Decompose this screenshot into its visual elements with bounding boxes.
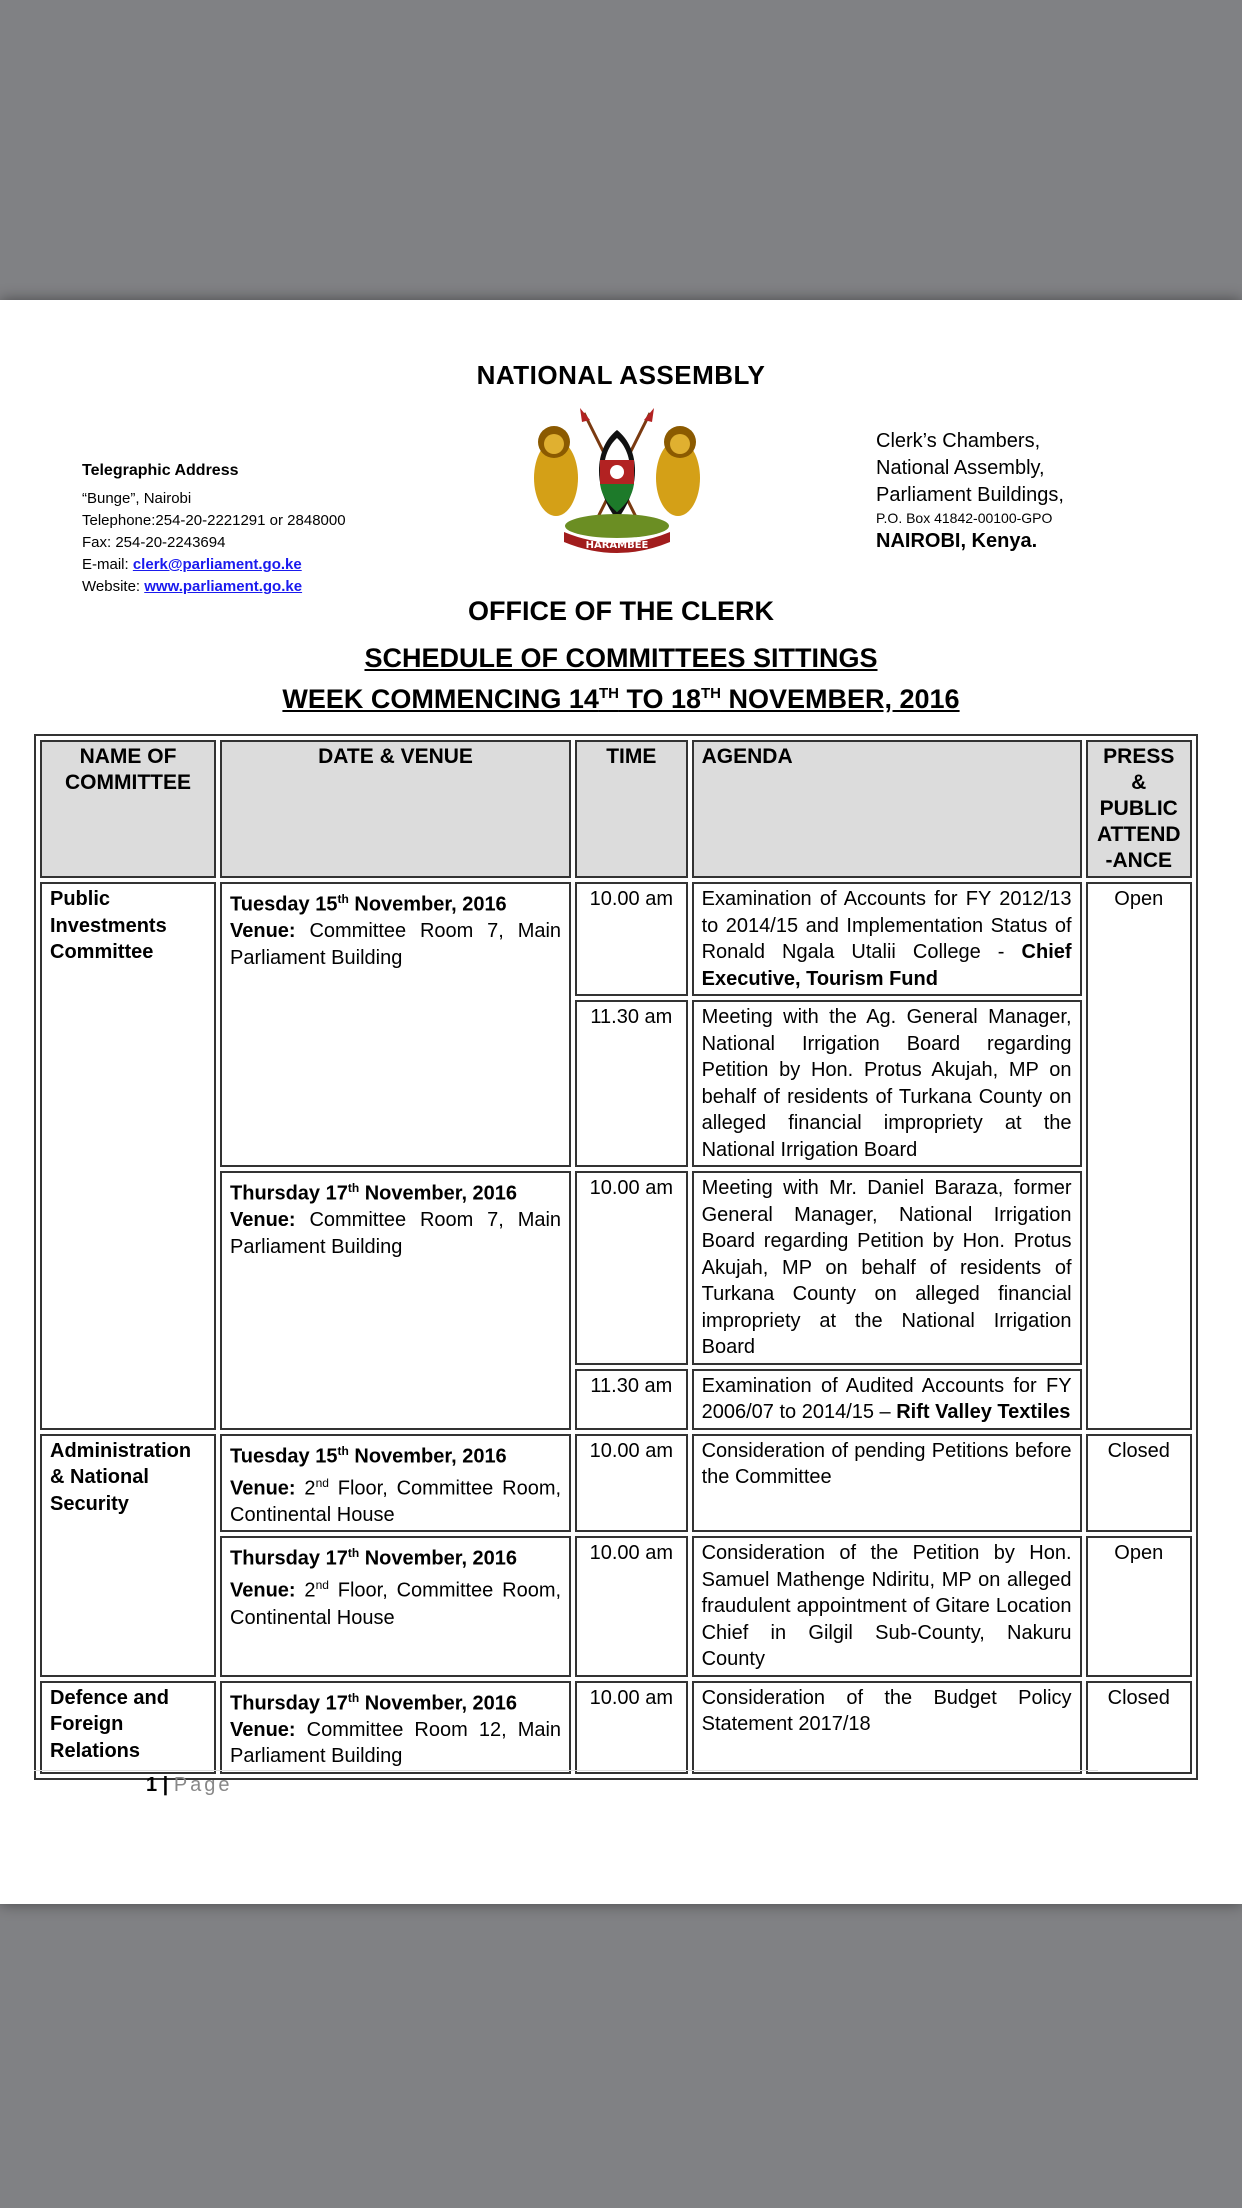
press-cell: Closed	[1086, 1434, 1192, 1533]
date-venue-cell: Tuesday 15th November, 2016 Venue: Committee Room 7, Main Parliament Building	[220, 882, 571, 1167]
agenda-cell: Meeting with the Ag. General Manager, National Irrigation Board regarding Petition by Hon. Protus Akujah, MP on behalf of residents of Turkana County on alleged financial impropriety at the National Irrigation Board	[692, 1000, 1082, 1167]
website-line	[82, 576, 346, 598]
press-cell: Closed	[1086, 1681, 1192, 1774]
time-cell: 11.30 am	[575, 1369, 688, 1430]
address-line-3: Parliament Buildings,	[876, 484, 1064, 506]
footer-divider	[34, 1770, 1098, 1771]
table-row	[40, 1434, 1192, 1533]
table-row	[40, 1681, 1192, 1774]
org-title: NATIONAL ASSEMBLY	[476, 360, 766, 390]
page-label: Page	[173, 1774, 233, 1796]
table-header-row	[40, 740, 1192, 878]
coat-of-arms-icon	[524, 408, 710, 558]
press-cell: Open	[1086, 1536, 1192, 1677]
page-footer	[146, 1774, 233, 1797]
crest-motto: HARAMBEE	[585, 540, 649, 551]
agenda-cell: Meeting with Mr. Daniel Baraza, former General Manager, National Irrigation Board regarding Petition by Hon. Protus Akujah, MP on behalf of residents of Turkana County on alleged financial impropriety at the National Irrigation Board	[692, 1171, 1082, 1365]
schedule-title: SCHEDULE OF COMMITTEES SITTINGS	[364, 643, 878, 673]
committee-name: Defence and Foreign Relations	[40, 1681, 216, 1774]
table-row	[40, 882, 1192, 996]
telephone-line: Telephone:254-20-2221291 or 2848000	[82, 512, 346, 529]
time-cell: 10.00 am	[575, 1681, 688, 1774]
agenda-cell: Consideration of pending Petitions before the Committee	[692, 1434, 1082, 1533]
header-date-venue: DATE & VENUE	[220, 740, 571, 878]
header-name: NAME OF COMMITTEE	[40, 740, 216, 878]
email-line	[82, 554, 346, 576]
page-number: 1	[146, 1774, 158, 1796]
committee-name: Public Investments Committee	[40, 882, 216, 1430]
date-venue-cell: Thursday 17th November, 2016 Venue: Committee Room 12, Main Parliament Building	[220, 1681, 571, 1774]
header-press: PRESS & PUBLIC ATTEND -ANCE	[1086, 740, 1192, 878]
contact-block-right	[876, 428, 1064, 555]
agenda-cell: Consideration of the Budget Policy Statement 2017/18	[692, 1681, 1082, 1774]
document-page	[0, 300, 1242, 1904]
email-link[interactable]: clerk@parliament.go.ke	[132, 556, 302, 573]
po-box: P.O. Box 41842-00100-GPO	[876, 510, 1053, 526]
date-venue-cell: Thursday 17th November, 2016 Venue: 2nd Floor, Committee Room, Continental House	[220, 1536, 571, 1677]
time-cell: 11.30 am	[575, 1000, 688, 1167]
committee-name: Administration & National Security	[40, 1434, 216, 1677]
header-time: TIME	[575, 740, 688, 878]
time-cell: 10.00 am	[575, 1536, 688, 1677]
address-line-1: Clerk’s Chambers,	[876, 430, 1041, 452]
time-cell: 10.00 am	[575, 882, 688, 996]
agenda-cell: Examination of Audited Accounts for FY 2006/07 to 2014/15 – Rift Valley Textiles	[692, 1369, 1082, 1430]
press-cell: Open	[1086, 882, 1192, 1430]
date-venue-cell: Thursday 17th November, 2016 Venue: Committee Room 7, Main Parliament Building	[220, 1171, 571, 1430]
city-line: NAIROBI, Kenya.	[876, 530, 1038, 552]
email-label: E-mail:	[82, 556, 133, 573]
website-link[interactable]: www.parliament.go.ke	[144, 578, 303, 595]
schedule-table	[34, 734, 1198, 1780]
header-agenda: AGENDA	[692, 740, 1082, 878]
time-cell: 10.00 am	[575, 1434, 688, 1533]
date-venue-cell: Tuesday 15th November, 2016 Venue: 2nd Floor, Committee Room, Continental House	[220, 1434, 571, 1533]
agenda-cell: Examination of Accounts for FY 2012/13 to 2014/15 and Implementation Status of Ronald Ngala Utalii College - Chief Executive, Tourism Fund	[692, 882, 1082, 996]
page-separator: |	[157, 1774, 174, 1796]
office-title: OFFICE OF THE CLERK	[468, 596, 774, 626]
agenda-cell: Consideration of the Petition by Hon. Samuel Mathenge Ndiritu, MP on alleged fraudulent appointment of Gitare Location Chief in Gilgil Sub-County, Nakuru County	[692, 1536, 1082, 1677]
website-label: Website:	[82, 578, 145, 595]
time-cell: 10.00 am	[575, 1171, 688, 1365]
telegraphic-value: “Bunge”, Nairobi	[82, 490, 192, 507]
week-title: WEEK COMMENCING 14TH TO 18TH NOVEMBER, 2016	[282, 684, 960, 714]
address-line-2: National Assembly,	[876, 457, 1045, 479]
fax-line: Fax: 254-20-2243694	[82, 534, 226, 551]
contact-block-left	[82, 460, 346, 598]
telegraphic-label: Telegraphic Address	[82, 462, 239, 479]
schedule-heading	[0, 640, 1242, 717]
